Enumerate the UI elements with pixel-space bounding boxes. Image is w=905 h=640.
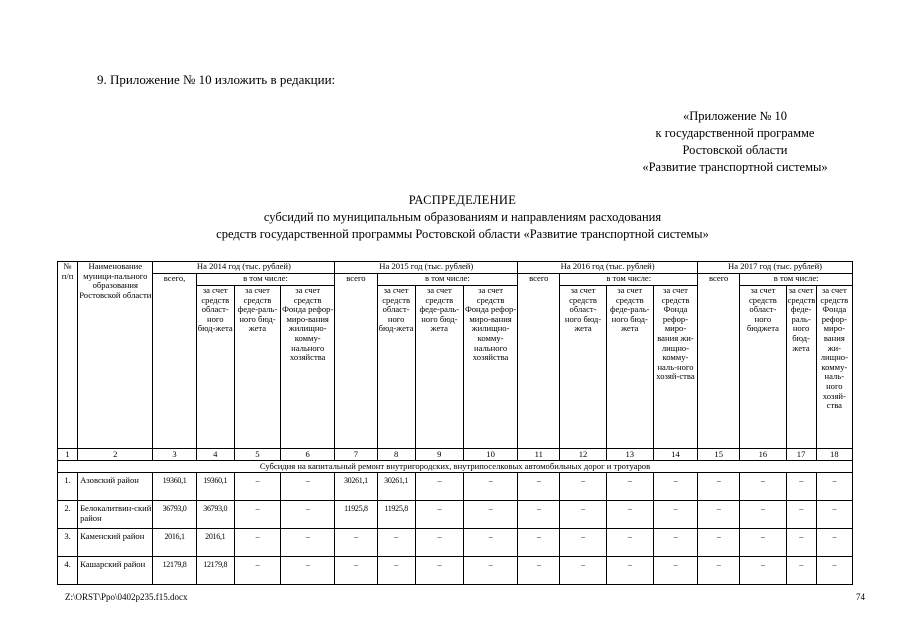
value-cell: – [281, 501, 335, 529]
header-row [58, 262, 853, 274]
value-cell: – [518, 501, 560, 529]
value-cell: – [234, 473, 280, 501]
value-cell: 19360,1 [153, 473, 196, 501]
value-cell: – [786, 501, 816, 529]
header-cell-total: всего [518, 274, 560, 449]
column-number: 11 [518, 449, 560, 461]
footer-page-number: 74 [856, 592, 865, 602]
value-cell: – [335, 557, 377, 585]
table-row [58, 529, 853, 557]
value-cell: – [698, 473, 740, 501]
appendix-header [600, 108, 870, 176]
title-line: РАСПРЕДЕЛЕНИЕ [408, 193, 517, 207]
value-cell: 36793,0 [196, 501, 234, 529]
row-name-cell: Кашарский район [78, 557, 153, 585]
value-cell: – [560, 473, 606, 501]
header-cell-including: в том числе: [196, 274, 335, 286]
row-name-cell: Каменский район [78, 529, 153, 557]
value-cell: – [606, 557, 653, 585]
row-name-cell: Азовский район [78, 473, 153, 501]
value-cell: – [653, 501, 697, 529]
header-cell-including: в том числе: [377, 274, 518, 286]
column-number: 18 [816, 449, 852, 461]
value-cell: – [740, 501, 786, 529]
distribution-table [57, 261, 853, 585]
value-cell: – [653, 473, 697, 501]
value-cell: – [415, 529, 463, 557]
section-row [58, 461, 853, 473]
value-cell: – [816, 529, 852, 557]
column-number: 10 [463, 449, 517, 461]
value-cell: – [560, 557, 606, 585]
value-cell: – [463, 557, 517, 585]
column-number: 6 [281, 449, 335, 461]
column-number: 4 [196, 449, 234, 461]
value-cell: – [415, 501, 463, 529]
row-number-cell: 2. [58, 501, 78, 529]
column-number: 7 [335, 449, 377, 461]
row-name-cell: Белокалитвин-ский район [78, 501, 153, 529]
value-cell: – [816, 473, 852, 501]
title-line: средств государственной программы Ростовской области «Развитие транспортной системы» [216, 227, 709, 241]
column-number-row [58, 449, 853, 461]
value-cell: – [816, 501, 852, 529]
header-cell-name: Наименование муници-пального образования Ростовской области [78, 262, 153, 449]
value-cell: – [606, 529, 653, 557]
value-cell: – [698, 529, 740, 557]
appendix-line: «Развитие транспортной системы» [642, 160, 828, 174]
row-number-cell: 1. [58, 473, 78, 501]
header-cell-obl: за счет средств област-ного бюд-жета [377, 286, 415, 449]
table-row [58, 473, 853, 501]
header-cell-fund: за счет средств Фонда рефор-миро-вания жилищно-комму-нального хозяйства [281, 286, 335, 449]
column-number: 12 [560, 449, 606, 461]
value-cell: – [786, 529, 816, 557]
table-body [58, 473, 853, 585]
value-cell: 11925,8 [377, 501, 415, 529]
header-cell-obl: за счет средств област-ного бюджета [740, 286, 786, 449]
value-cell: – [377, 529, 415, 557]
value-cell: – [560, 501, 606, 529]
appendix-line: к государственной программе [655, 126, 815, 140]
column-number: 1 [58, 449, 78, 461]
value-cell: – [786, 557, 816, 585]
header-cell-year: На 2016 год (тыс. рублей) [518, 262, 698, 274]
footer-file-path: Z:\ORST\Ppo\0402p235.f15.docx [65, 592, 188, 602]
header-cell-fund: за счет средств Фонда рефор-миро-вания жи-лищно-комму-наль-ного хозяй-ства [816, 286, 852, 449]
value-cell: 12179,8 [196, 557, 234, 585]
column-number: 17 [786, 449, 816, 461]
intro-paragraph: 9. Приложение № 10 изложить в редакции: [97, 72, 336, 87]
value-cell: 12179,8 [153, 557, 196, 585]
title-line: субсидий по муниципальным образованиям и направлениям расходования [263, 210, 662, 224]
table-row [58, 501, 853, 529]
column-number: 9 [415, 449, 463, 461]
value-cell: – [415, 473, 463, 501]
header-cell-including: в том числе: [740, 274, 853, 286]
appendix-line: Ростовской области [682, 143, 788, 157]
header-cell-total: всего, [153, 274, 196, 449]
value-cell: 30261,1 [335, 473, 377, 501]
row-number-cell: 4. [58, 557, 78, 585]
header-cell-obl: за счет средств област-ного бюд-жета [560, 286, 606, 449]
value-cell: 2016,1 [153, 529, 196, 557]
value-cell: – [463, 473, 517, 501]
value-cell: – [816, 557, 852, 585]
value-cell: – [740, 557, 786, 585]
header-cell-fed: за счет средств феде-раль-ного бюд-жета [786, 286, 816, 449]
header-cell-fed: за счет средств феде-раль-ного бюд-жета [234, 286, 280, 449]
column-number: 15 [698, 449, 740, 461]
row-number-cell: 3. [58, 529, 78, 557]
value-cell: – [606, 501, 653, 529]
column-number: 3 [153, 449, 196, 461]
value-cell: – [234, 501, 280, 529]
value-cell: – [463, 501, 517, 529]
column-number: 14 [653, 449, 697, 461]
header-cell-num: № п/п [58, 262, 78, 449]
document-title [150, 192, 775, 243]
value-cell: 19360,1 [196, 473, 234, 501]
value-cell: – [653, 557, 697, 585]
header-row [58, 274, 853, 286]
value-cell: – [698, 557, 740, 585]
value-cell: – [463, 529, 517, 557]
value-cell: 11925,8 [335, 501, 377, 529]
header-cell-fed: за счет средств феде-раль-ного бюд-жета [415, 286, 463, 449]
value-cell: – [281, 529, 335, 557]
value-cell: – [606, 473, 653, 501]
header-cell-obl: за счет средств област-ного бюд-жета [196, 286, 234, 449]
header-cell-fund: за счет средств Фонда рефор-миро-вания жи-лищно-комму-наль-ного хозяй-ства [653, 286, 697, 449]
header-cell-fed: за счет средств феде-раль-ного бюд-жета [606, 286, 653, 449]
value-cell: – [518, 557, 560, 585]
value-cell: – [281, 473, 335, 501]
header-cell-fund: за счет средств Фонда рефор-миро-вания жилищно-комму-нального хозяйства [463, 286, 517, 449]
section-title: Субсидия на капитальный ремонт внутригородских, внутрипоселковых автомобильных дорог и тротуаров [58, 461, 853, 473]
column-number: 2 [78, 449, 153, 461]
value-cell: – [234, 529, 280, 557]
column-number: 8 [377, 449, 415, 461]
value-cell: – [518, 529, 560, 557]
value-cell: – [698, 501, 740, 529]
value-cell: 2016,1 [196, 529, 234, 557]
value-cell: – [786, 473, 816, 501]
value-cell: – [518, 473, 560, 501]
value-cell: 30261,1 [377, 473, 415, 501]
value-cell: – [740, 473, 786, 501]
header-cell-year: На 2017 год (тыс. рублей) [698, 262, 853, 274]
value-cell: – [281, 557, 335, 585]
value-cell: 36793,0 [153, 501, 196, 529]
value-cell: – [377, 557, 415, 585]
value-cell: – [234, 557, 280, 585]
column-number: 16 [740, 449, 786, 461]
header-cell-total: всего [335, 274, 377, 449]
header-cell-year: На 2014 год (тыс. рублей) [153, 262, 335, 274]
column-number: 13 [606, 449, 653, 461]
value-cell: – [740, 529, 786, 557]
value-cell: – [335, 529, 377, 557]
value-cell: – [653, 529, 697, 557]
header-cell-year: На 2015 год (тыс. рублей) [335, 262, 518, 274]
value-cell: – [560, 529, 606, 557]
value-cell: – [415, 557, 463, 585]
header-cell-including: в том числе: [560, 274, 698, 286]
header-cell-total: всего [698, 274, 740, 449]
appendix-line: «Приложение № 10 [682, 109, 788, 123]
column-number: 5 [234, 449, 280, 461]
table-row [58, 557, 853, 585]
